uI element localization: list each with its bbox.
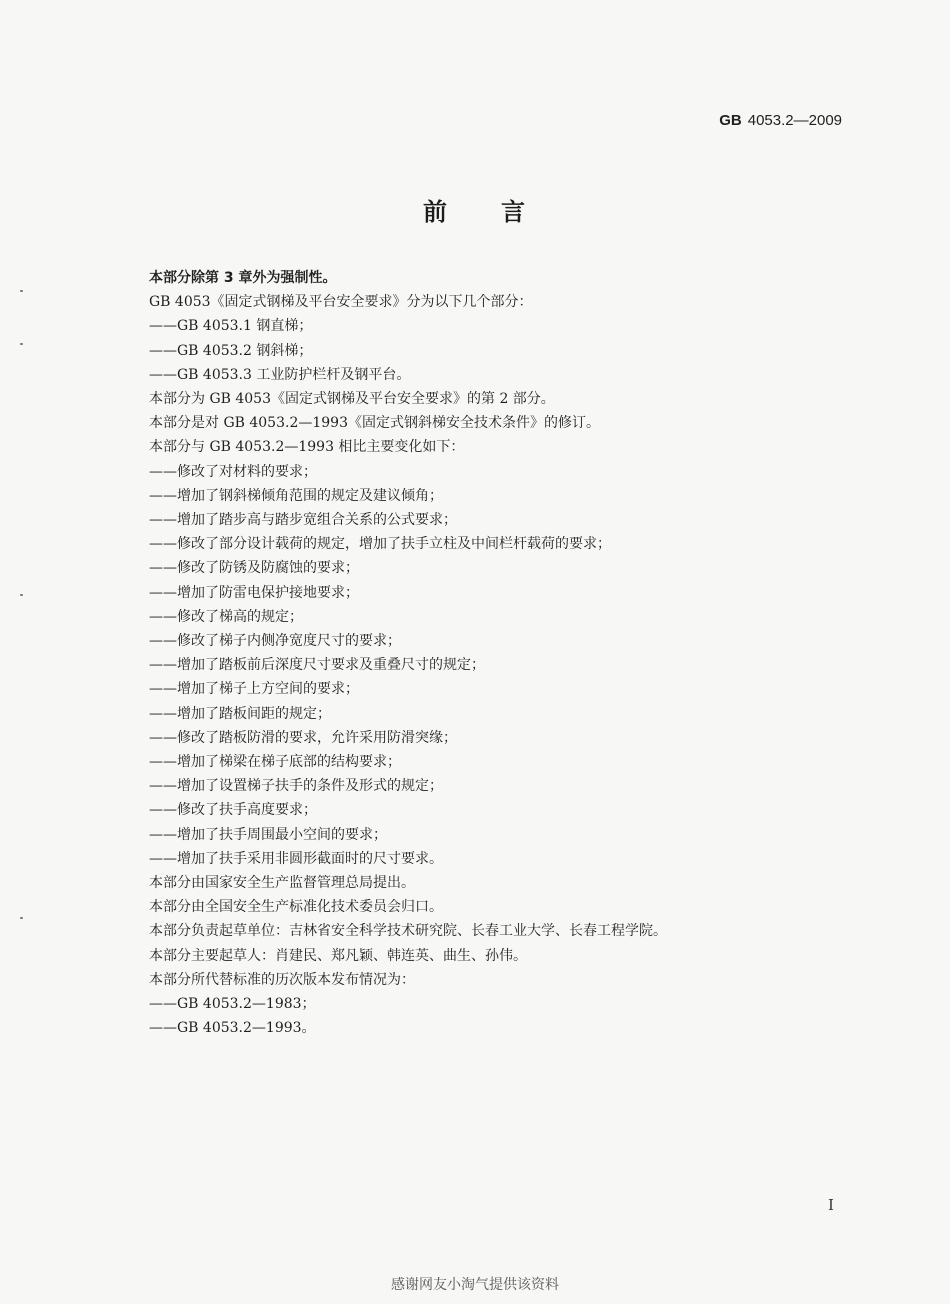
body-line: 本部分所代替标准的历次版本发布情况为： xyxy=(149,971,415,988)
body-line: ——GB 4053.1 钢直梯； xyxy=(149,318,313,335)
body-line: ——增加了设置梯子扶手的条件及形式的规定； xyxy=(149,778,443,795)
body-line: ——增加了梯梁在梯子底部的结构要求； xyxy=(149,754,401,771)
body-line: ——修改了梯高的规定； xyxy=(149,608,303,625)
scan-speck xyxy=(20,917,23,919)
body-line: ——增加了钢斜梯倾角范围的规定及建议倾角； xyxy=(149,487,443,504)
standard-number xyxy=(719,112,842,129)
body-line: 本部分主要起草人：肖建民、郑凡颖、韩连英、曲生、孙伟。 xyxy=(149,947,527,964)
body-line: GB 4053《固定式钢梯及平台安全要求》分为以下几个部分： xyxy=(149,294,533,311)
footer-note: 感谢网友小淘气提供该资料 xyxy=(391,1277,559,1293)
body-line: ——修改了梯子内侧净宽度尺寸的要求； xyxy=(149,633,401,650)
scan-speck xyxy=(20,594,23,596)
body-line: 本部分与 GB 4053.2—1993 相比主要变化如下： xyxy=(149,439,465,456)
page-title xyxy=(0,192,950,227)
body-line: ——增加了踏步高与踏步宽组合关系的公式要求； xyxy=(149,512,457,529)
body-line: 本部分除第 3 章外为强制性。 xyxy=(149,270,337,286)
body-line: ——修改了对材料的要求； xyxy=(149,463,317,480)
body-line: 本部分负责起草单位：吉林省安全科学技术研究院、长春工业大学、长春工程学院。 xyxy=(149,923,667,940)
body-line: 本部分是对 GB 4053.2—1993《固定式钢斜梯安全技术条件》的修订。 xyxy=(149,415,600,432)
page-number: I xyxy=(828,1196,834,1214)
body-line: ——修改了扶手高度要求； xyxy=(149,802,317,819)
standard-prefix: GB xyxy=(719,112,742,129)
body-line: 本部分由国家安全生产监督管理总局提出。 xyxy=(149,875,415,892)
standard-code: 4053.2—2009 xyxy=(747,112,842,129)
body-line: ——增加了扶手采用非圆形截面时的尺寸要求。 xyxy=(149,850,443,867)
scan-speck xyxy=(20,343,23,345)
body-line: ——修改了防锈及防腐蚀的要求； xyxy=(149,560,359,577)
body-line: ——增加了踏板间距的规定； xyxy=(149,705,331,722)
scan-speck xyxy=(20,290,23,292)
body-line: ——增加了扶手周围最小空间的要求； xyxy=(149,826,387,843)
body-line: ——增加了踏板前后深度尺寸要求及重叠尺寸的规定； xyxy=(149,657,485,674)
title-char-2: 言 xyxy=(501,198,527,226)
body-line: ——增加了防雷电保护接地要求； xyxy=(149,584,359,601)
body-line: ——GB 4053.3 工业防护栏杆及钢平台。 xyxy=(149,366,411,383)
body-line: ——修改了踏板防滑的要求，允许采用防滑突缘； xyxy=(149,729,457,746)
body-line: ——GB 4053.2—1983； xyxy=(149,996,316,1013)
body-line: ——增加了梯子上方空间的要求； xyxy=(149,681,359,698)
body-line: ——GB 4053.2—1993。 xyxy=(149,1020,316,1037)
body-line: ——GB 4053.2 钢斜梯； xyxy=(149,342,313,359)
foreword-body xyxy=(149,266,849,1041)
body-line: 本部分由全国安全生产标准化技术委员会归口。 xyxy=(149,899,443,916)
body-line: 本部分为 GB 4053《固定式钢梯及平台安全要求》的第 2 部分。 xyxy=(149,391,555,408)
body-line: ——修改了部分设计载荷的规定，增加了扶手立柱及中间栏杆载荷的要求； xyxy=(149,536,611,553)
title-char-1: 前 xyxy=(423,198,449,226)
